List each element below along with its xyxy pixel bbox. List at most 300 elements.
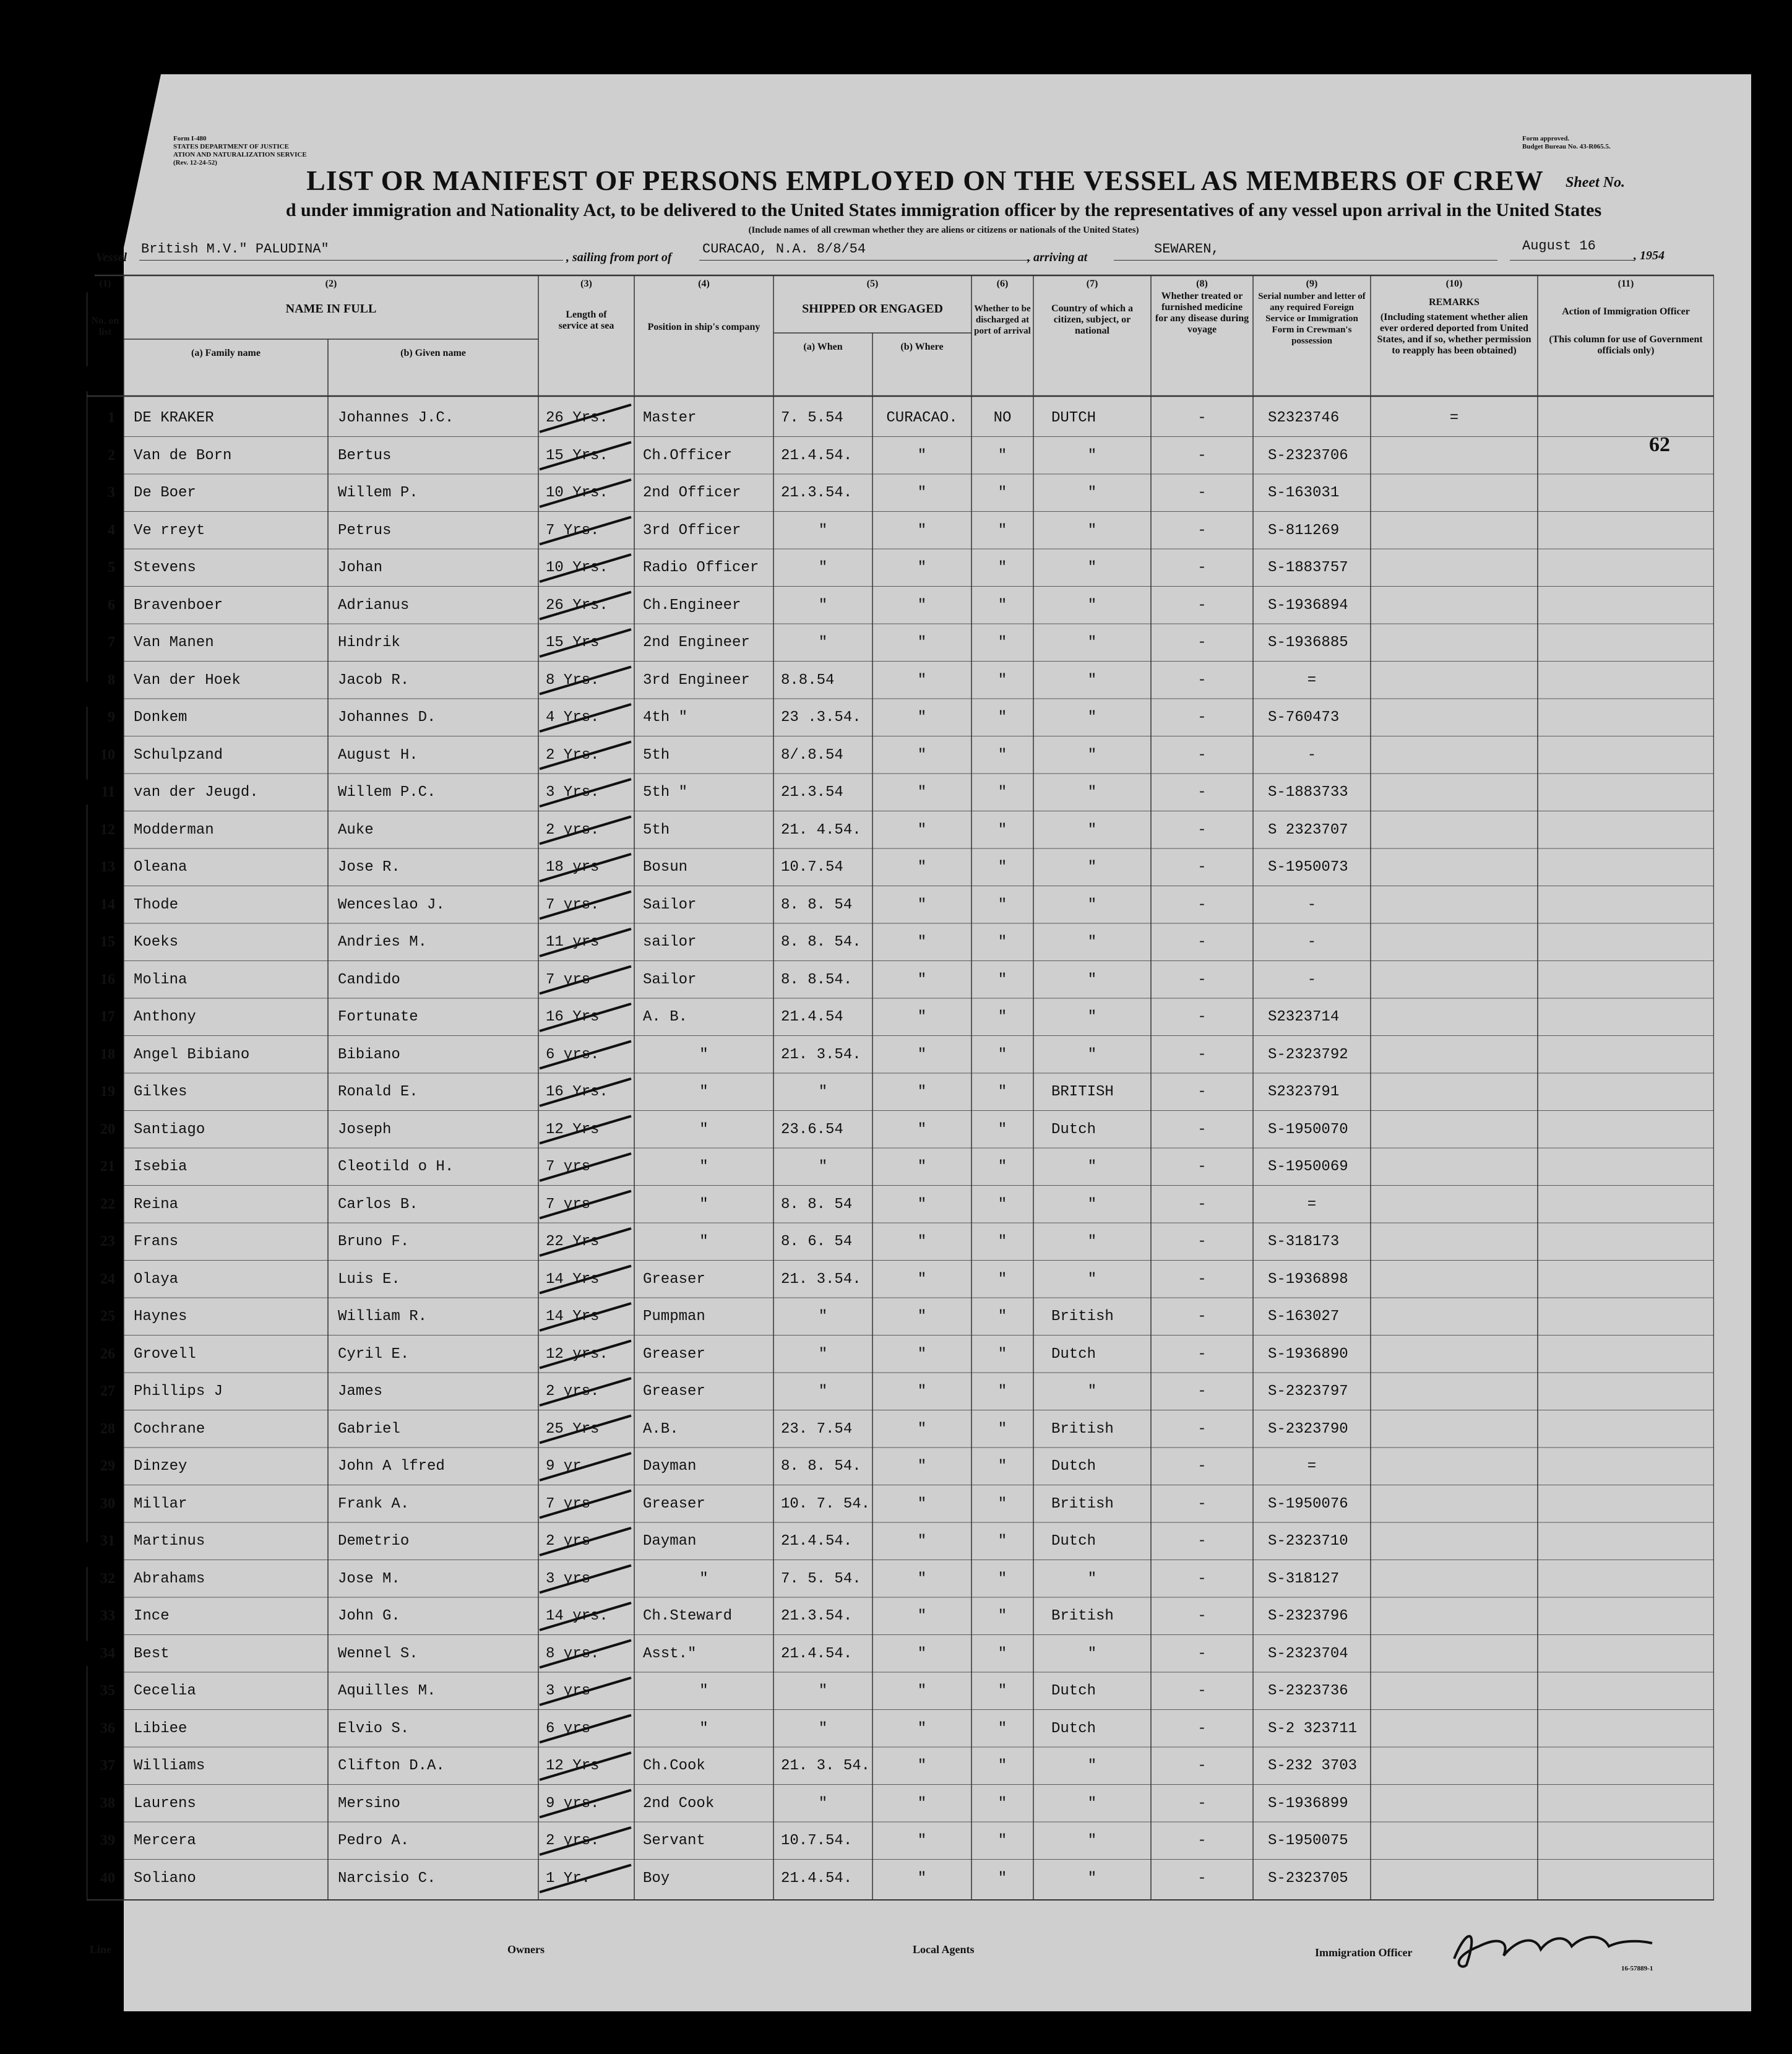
cell-service-length: 26 Yrs.	[546, 410, 608, 426]
cell-serial-number: -	[1307, 746, 1317, 764]
cell-discharged: "	[997, 1308, 1007, 1325]
col4-num: (4)	[698, 278, 710, 289]
stamp-number: 62	[1649, 433, 1670, 456]
cell-country: "	[1087, 1159, 1097, 1175]
cell-serial-number: S2323714	[1268, 1009, 1340, 1025]
cell-service-length: 12 Yrs	[546, 1121, 600, 1138]
cell-shipped-when: 23. 7.54	[781, 1420, 853, 1438]
cell-medicine: -	[1197, 447, 1207, 464]
cell-country: British	[1051, 1495, 1114, 1512]
cell-service-length: 22 Yrs	[546, 1233, 600, 1250]
cell-medicine: -	[1197, 671, 1207, 689]
cell-position: Master	[643, 410, 697, 426]
cell-position: 2nd Engineer	[643, 634, 750, 651]
cell-given-name: August H.	[338, 746, 418, 764]
cell-family-name: Libiee	[134, 1720, 187, 1737]
row-number: 9	[108, 709, 115, 725]
cell-serial-number: S-760473	[1268, 709, 1340, 726]
row-number: 34	[100, 1645, 115, 1662]
cell-discharged: NO	[993, 410, 1012, 426]
cell-given-name: Andries M.	[338, 934, 428, 951]
cell-medicine: -	[1197, 1196, 1207, 1213]
cell-country: "	[1087, 522, 1097, 539]
cell-shipped-where: CURACAO.	[886, 410, 958, 426]
cell-given-name: Bibiano	[338, 1046, 400, 1063]
cell-shipped-where: "	[917, 1009, 927, 1025]
cell-discharged: "	[997, 1046, 1007, 1063]
cell-country: Dutch	[1051, 1533, 1096, 1550]
row-number: 23	[100, 1233, 115, 1249]
cell-discharged: "	[997, 671, 1007, 689]
cell-shipped-where: "	[917, 1345, 927, 1363]
cell-shipped-when: 21.4.54.	[781, 1645, 853, 1662]
col3-header: Length of service at sea	[558, 309, 614, 331]
cell-country: "	[1087, 1046, 1097, 1063]
row-number: 30	[100, 1495, 115, 1512]
cell-serial-number: S 2323707	[1268, 821, 1348, 839]
cell-family-name: Ince	[134, 1608, 170, 1625]
col1-header: No. on list	[91, 316, 119, 337]
cell-shipped-where: "	[917, 1795, 927, 1812]
cell-country: "	[1087, 1870, 1097, 1887]
cell-shipped-where: "	[917, 1121, 927, 1138]
cell-country: British	[1051, 1608, 1114, 1625]
cell-shipped-when: 8. 8.54.	[781, 971, 853, 988]
col8-num: (8)	[1196, 278, 1208, 289]
col11-num: (11)	[1618, 278, 1634, 289]
row-number: 15	[100, 934, 115, 950]
cell-service-length: 2 yrs.	[546, 821, 600, 839]
cell-family-name: Donkem	[134, 709, 187, 726]
row-number: 5	[108, 559, 115, 576]
row-number: 31	[100, 1533, 115, 1549]
cell-country: Dutch	[1051, 1121, 1096, 1138]
row-number: 2	[108, 447, 115, 464]
cell-discharged: "	[997, 1758, 1007, 1774]
cell-serial-number: S-1950069	[1268, 1159, 1348, 1175]
cell-country: "	[1087, 709, 1097, 726]
cell-family-name: Dinzey	[134, 1458, 187, 1475]
cell-shipped-when: 8/.8.54	[781, 746, 843, 764]
cell-medicine: -	[1197, 1121, 1207, 1138]
cell-shipped-when: 21.4.54.	[781, 447, 853, 464]
agency-line-2: ATION AND NATURALIZATION SERVICE	[173, 151, 307, 158]
cell-country: "	[1087, 746, 1097, 764]
cell-family-name: Anthony	[134, 1009, 196, 1025]
cell-shipped-where: "	[917, 1233, 927, 1250]
owners-label: Owners	[507, 1943, 545, 1956]
cell-family-name: Mercera	[134, 1832, 196, 1849]
cell-position: Sailor	[643, 971, 697, 988]
cell-medicine: -	[1197, 1383, 1207, 1400]
cell-shipped-when: 21.4.54.	[781, 1533, 853, 1550]
agency-line-1: STATES DEPARTMENT OF JUSTICE	[173, 143, 289, 150]
cell-service-length: 15 Yrs	[546, 634, 600, 651]
row-number: 26	[100, 1345, 115, 1362]
cell-medicine: -	[1197, 1758, 1207, 1774]
arriving-underline	[1114, 260, 1497, 261]
cell-country: "	[1087, 485, 1097, 501]
cell-given-name: Johannes D.	[338, 709, 436, 726]
punch-hole	[68, 779, 95, 806]
cell-serial-number: S-1950075	[1268, 1832, 1348, 1849]
cell-shipped-when: 21. 4.54.	[781, 821, 861, 839]
row-number: 14	[100, 896, 115, 913]
cell-discharged: "	[997, 1196, 1007, 1213]
cell-serial-number: =	[1307, 671, 1317, 689]
cell-discharged: "	[997, 1645, 1007, 1662]
cell-service-length: 12 Yrs	[546, 1758, 600, 1774]
agents-label: Local Agents	[913, 1943, 975, 1956]
cell-given-name: John G.	[338, 1608, 400, 1625]
cell-country: "	[1087, 859, 1097, 876]
col8-header: Whether treated or furnished medicine for any disease during voyage	[1155, 291, 1249, 335]
cell-shipped-where: "	[917, 1683, 927, 1699]
cell-discharged: "	[997, 1495, 1007, 1512]
cell-family-name: Soliano	[134, 1870, 196, 1887]
cell-given-name: Johan	[338, 559, 383, 576]
cell-family-name: Santiago	[134, 1121, 205, 1138]
cell-serial-number: -	[1307, 896, 1317, 913]
cell-shipped-when: "	[818, 1720, 828, 1737]
cell-position: Ch.Engineer	[643, 597, 741, 614]
cell-service-length: 1 Yr.	[546, 1870, 591, 1887]
cell-position: "	[699, 1084, 709, 1100]
cell-medicine: -	[1197, 559, 1207, 576]
cell-discharged: "	[997, 709, 1007, 726]
cell-medicine: -	[1197, 896, 1207, 913]
cell-given-name: William R.	[338, 1308, 428, 1325]
cell-medicine: -	[1197, 522, 1207, 539]
cell-serial-number: =	[1307, 1196, 1317, 1213]
cell-discharged: "	[997, 597, 1007, 614]
cell-medicine: -	[1197, 1683, 1207, 1699]
arrival-date: August 16	[1522, 238, 1596, 254]
cell-serial-number: S-2323710	[1268, 1533, 1348, 1550]
cell-family-name: Thode	[134, 896, 179, 913]
cell-shipped-when: "	[818, 597, 828, 614]
cell-given-name: Bertus	[338, 447, 392, 464]
cell-position: Boy	[643, 1870, 670, 1887]
cell-service-length: 7 yrs	[546, 1495, 591, 1512]
cell-medicine: -	[1197, 1495, 1207, 1512]
cell-service-length: 2 yrs.	[546, 1832, 600, 1849]
cell-medicine: -	[1197, 1046, 1207, 1063]
cell-discharged: "	[997, 821, 1007, 839]
cell-position: 2nd Officer	[643, 485, 741, 501]
sailing-label: , sailing from port of	[566, 251, 672, 264]
cell-family-name: Oleana	[134, 859, 187, 876]
cell-country: Dutch	[1051, 1720, 1096, 1737]
cell-serial-number: S-1950073	[1268, 859, 1348, 876]
cell-given-name: James	[338, 1383, 383, 1400]
cell-serial-number: S-2323705	[1268, 1870, 1348, 1887]
cell-country: "	[1087, 934, 1097, 951]
cell-country: "	[1087, 971, 1097, 988]
cell-position: "	[699, 1046, 709, 1063]
cell-serial-number: S-1936898	[1268, 1271, 1348, 1288]
cell-country: "	[1087, 559, 1097, 576]
cell-serial-number: S-1950070	[1268, 1121, 1348, 1138]
cell-medicine: -	[1197, 821, 1207, 839]
cell-discharged: "	[997, 1345, 1007, 1363]
cell-country: Dutch	[1051, 1683, 1096, 1699]
col6-num: (6)	[996, 278, 1009, 289]
cell-shipped-where: "	[917, 934, 927, 951]
cell-serial-number: -	[1307, 934, 1317, 951]
cell-shipped-where: "	[917, 1308, 927, 1325]
cell-family-name: Millar	[134, 1495, 187, 1512]
cell-given-name: Luis E.	[338, 1271, 400, 1288]
cell-discharged: "	[997, 1720, 1007, 1737]
cell-service-length: 6 yrs	[546, 1720, 591, 1737]
cell-discharged: "	[997, 896, 1007, 913]
cell-serial-number: S-2323797	[1268, 1383, 1348, 1400]
cell-shipped-when: "	[818, 1159, 828, 1175]
cell-medicine: -	[1197, 1458, 1207, 1475]
cell-shipped-when: "	[818, 634, 828, 651]
cell-medicine: -	[1197, 709, 1207, 726]
cell-given-name: Jose R.	[338, 859, 400, 876]
manifest-subtitle-note: (Include names of all crewman whether they are aliens or citizens or nationals of the United States)	[748, 225, 1139, 235]
manifest-sheet	[90, 74, 1751, 2011]
cell-family-name: Van der Hoek	[134, 671, 241, 689]
cell-service-length: 25 Yrs	[546, 1420, 600, 1438]
cell-given-name: Elvio S.	[338, 1720, 410, 1737]
cell-family-name: Laurens	[134, 1795, 196, 1812]
cell-service-length: 16 Yrs	[546, 1009, 600, 1025]
col2a-header: (a) Family name	[191, 348, 261, 358]
cell-discharged: "	[997, 1084, 1007, 1100]
cell-family-name: Modderman	[134, 821, 214, 839]
line-label: Line	[90, 1943, 112, 1956]
row-number: 19	[100, 1084, 115, 1100]
cell-family-name: Angel Bibiano	[134, 1046, 250, 1063]
cell-medicine: -	[1197, 1159, 1207, 1175]
cell-service-length: 2 yrs	[546, 1533, 591, 1550]
cell-position: Bosun	[643, 859, 688, 876]
cell-shipped-where: "	[917, 597, 927, 614]
cell-shipped-where: "	[917, 1046, 927, 1063]
cell-family-name: Reina	[134, 1196, 179, 1213]
cell-shipped-where: "	[917, 1271, 927, 1288]
cell-discharged: "	[997, 746, 1007, 764]
cell-position: "	[699, 1233, 709, 1250]
cell-family-name: Gilkes	[134, 1084, 187, 1100]
cell-position: A.B.	[643, 1420, 679, 1438]
row-number: 17	[100, 1009, 115, 1025]
cell-medicine: -	[1197, 1720, 1207, 1737]
cell-country: "	[1087, 1271, 1097, 1288]
cell-position: Pumpman	[643, 1308, 705, 1325]
cell-service-length: 14 Yrs	[546, 1271, 600, 1288]
cell-shipped-when: "	[818, 559, 828, 576]
sailing-underline	[699, 260, 1030, 261]
form-number-block	[173, 135, 334, 167]
cell-given-name: Pedro A.	[338, 1832, 410, 1849]
punch-hole	[68, 1640, 95, 1667]
row-number: 38	[100, 1795, 115, 1811]
cell-shipped-when: 21.4.54	[781, 1009, 843, 1025]
form-revision: (Rev. 12-24-52)	[173, 159, 217, 166]
cell-shipped-where: "	[917, 1533, 927, 1550]
cell-serial-number: S-1936885	[1268, 634, 1348, 651]
cell-given-name: Ronald E.	[338, 1084, 418, 1100]
cell-shipped-when: 21.4.54.	[781, 1870, 853, 1887]
col10-num: (10)	[1445, 278, 1463, 289]
cell-medicine: -	[1197, 1870, 1207, 1887]
cell-country: "	[1087, 1196, 1097, 1213]
cell-position: Ch.Steward	[643, 1608, 733, 1625]
cell-family-name: Cecelia	[134, 1683, 196, 1699]
sheet-number-label: Sheet No.	[1566, 175, 1625, 191]
cell-shipped-where: "	[917, 1832, 927, 1849]
cell-given-name: Jose M.	[338, 1570, 400, 1587]
cell-position: 5th "	[643, 784, 688, 801]
cell-service-length: 8 Yrs.	[546, 671, 600, 689]
row-number: 18	[100, 1046, 115, 1063]
cell-shipped-where: "	[917, 634, 927, 651]
arriving-label: , arriving at	[1027, 251, 1088, 264]
cell-shipped-where: "	[917, 1870, 927, 1887]
col11-header: Action of Immigration Officer	[1562, 306, 1690, 317]
cell-shipped-where: "	[917, 1196, 927, 1213]
cell-service-length: 10 Yrs.	[546, 485, 608, 501]
col1-num: (1)	[99, 278, 111, 289]
col7-num: (7)	[1086, 278, 1098, 289]
cell-given-name: Clifton D.A.	[338, 1758, 445, 1774]
col3-num: (3)	[580, 278, 592, 289]
row-number: 22	[100, 1196, 115, 1212]
row-number: 37	[100, 1758, 115, 1774]
cell-country: "	[1087, 784, 1097, 801]
cell-country: "	[1087, 634, 1097, 651]
cell-discharged: "	[997, 1420, 1007, 1438]
cell-discharged: "	[997, 1533, 1007, 1550]
cell-serial-number: S-163031	[1268, 485, 1340, 501]
cell-position: 5th	[643, 746, 670, 764]
cell-position: Greaser	[643, 1495, 705, 1512]
cell-serial-number: S-163027	[1268, 1308, 1340, 1325]
sailing-port: CURACAO, N.A. 8/8/54	[702, 241, 866, 257]
cell-family-name: Grovell	[134, 1345, 196, 1363]
cell-service-length: 15 Yrs.	[546, 447, 608, 464]
cell-family-name: Van de Born	[134, 447, 232, 464]
cell-family-name: De Boer	[134, 485, 196, 501]
row-number: 25	[100, 1308, 115, 1324]
cell-position: Servant	[643, 1832, 705, 1849]
cell-service-length: 18 yrs	[546, 859, 600, 876]
cell-discharged: "	[997, 784, 1007, 801]
cell-country: "	[1087, 597, 1097, 614]
row-number: 12	[100, 821, 115, 838]
cell-position: Ch.Cook	[643, 1758, 705, 1774]
cell-serial-number: =	[1307, 1458, 1317, 1475]
cell-discharged: "	[997, 447, 1007, 464]
cell-service-length: 14 Yrs	[546, 1308, 600, 1325]
cell-shipped-when: 7. 5. 54.	[781, 1570, 861, 1587]
cell-serial-number: S-811269	[1268, 522, 1340, 539]
cell-shipped-where: "	[917, 1383, 927, 1400]
vessel-underline	[139, 260, 563, 261]
cell-family-name: Koeks	[134, 934, 179, 951]
cell-country: "	[1087, 671, 1097, 689]
cell-shipped-when: 10.7.54	[781, 859, 843, 876]
cell-medicine: -	[1197, 1233, 1207, 1250]
cell-shipped-where: "	[917, 559, 927, 576]
cell-medicine: -	[1197, 597, 1207, 614]
cell-serial-number: -	[1307, 971, 1317, 988]
cell-family-name: Abrahams	[134, 1570, 205, 1587]
cell-serial-number: S-2323736	[1268, 1683, 1348, 1699]
cell-country: "	[1087, 1009, 1097, 1025]
cell-position: "	[699, 1121, 709, 1138]
cell-discharged: "	[997, 934, 1007, 951]
cell-given-name: Willem P.	[338, 485, 418, 501]
cell-shipped-when: 21. 3.54.	[781, 1271, 861, 1288]
cell-service-length: 26 Yrs.	[546, 597, 608, 614]
cell-discharged: "	[997, 1121, 1007, 1138]
cell-serial-number: S-2323792	[1268, 1046, 1348, 1063]
cell-shipped-where: "	[917, 821, 927, 839]
cell-discharged: "	[997, 1608, 1007, 1625]
cell-family-name: Haynes	[134, 1308, 187, 1325]
row-number: 16	[100, 971, 115, 988]
row-number: 28	[100, 1420, 115, 1437]
cell-service-length: 7 yrs	[546, 1196, 591, 1213]
vessel-name: British M.V." PALUDINA"	[141, 241, 329, 257]
cell-country: BRITISH	[1051, 1084, 1114, 1100]
cell-position: "	[699, 1159, 709, 1175]
cell-service-length: 3 yrs	[546, 1683, 591, 1699]
cell-service-length: 11 yrs	[546, 934, 600, 951]
row-number: 40	[100, 1870, 115, 1886]
cell-family-name: Williams	[134, 1758, 205, 1774]
cell-service-length: 6 yrs.	[546, 1046, 600, 1063]
cell-service-length: 8 yrs.	[546, 1645, 600, 1662]
cell-shipped-when: 8. 6. 54	[781, 1233, 853, 1250]
cell-position: 5th	[643, 821, 670, 839]
vessel-label: Vessel	[96, 251, 127, 264]
col4-header: Position in ship's company	[647, 322, 760, 332]
cell-service-length: 4 Yrs.	[546, 709, 600, 726]
cell-shipped-when: "	[818, 1795, 828, 1812]
cell-family-name: Bravenboer	[134, 597, 223, 614]
col2-header: NAME IN FULL	[285, 302, 377, 316]
cell-shipped-where: "	[917, 1758, 927, 1774]
cell-family-name: Cochrane	[134, 1420, 205, 1438]
cell-shipped-when: 21.3.54.	[781, 485, 853, 501]
cell-given-name: Willem P.C.	[338, 784, 436, 801]
cell-country: "	[1087, 821, 1097, 839]
form-number: Form I-480	[173, 135, 207, 142]
cell-shipped-where: "	[917, 1420, 927, 1438]
cell-discharged: "	[997, 522, 1007, 539]
cell-shipped-where: "	[917, 1720, 927, 1737]
col5b-header: (b) Where	[900, 342, 944, 352]
cell-shipped-where: "	[917, 1084, 927, 1100]
cell-medicine: -	[1197, 971, 1207, 988]
cell-serial-number: S-2323704	[1268, 1645, 1348, 1662]
cell-medicine: -	[1197, 1420, 1207, 1438]
cell-position: "	[699, 1570, 709, 1587]
cell-medicine: -	[1197, 784, 1207, 801]
cell-given-name: Bruno F.	[338, 1233, 410, 1250]
cell-shipped-when: 8. 8. 54	[781, 896, 853, 913]
cell-medicine: -	[1197, 934, 1207, 951]
cell-medicine: -	[1197, 1308, 1207, 1325]
cell-shipped-when: 8. 8. 54.	[781, 934, 861, 951]
